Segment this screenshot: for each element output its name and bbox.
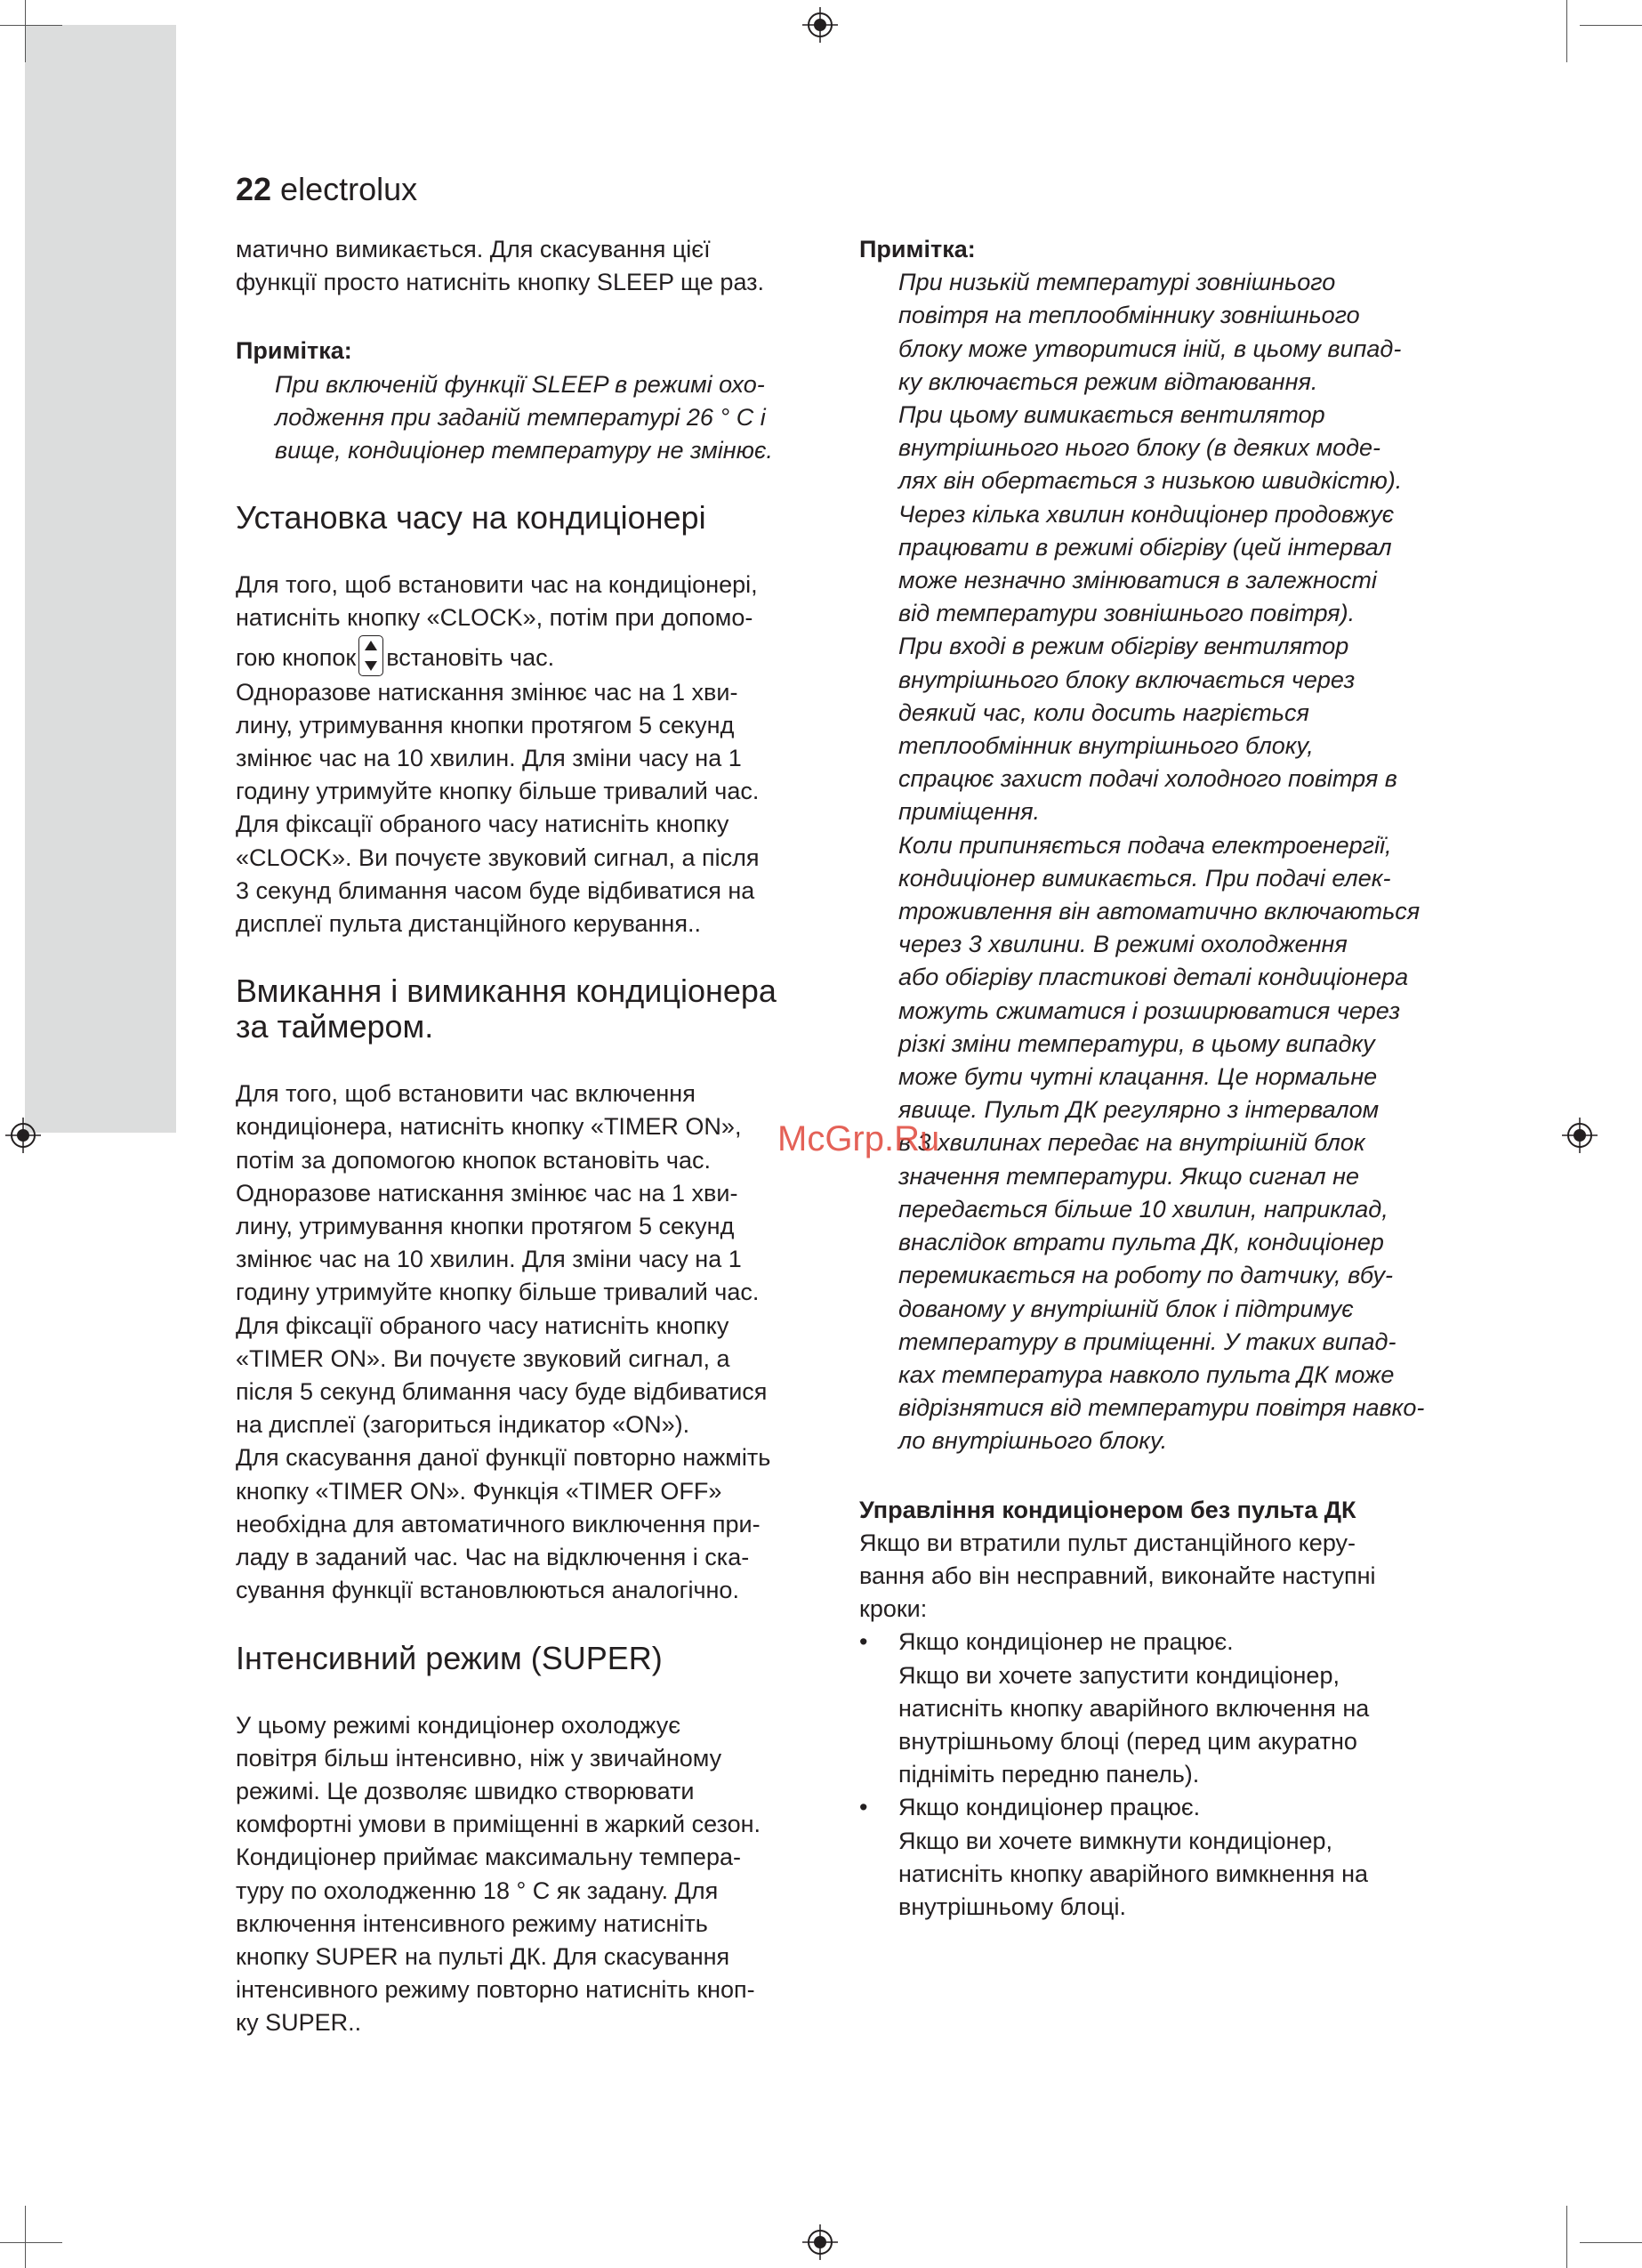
brand-name: electrolux	[280, 171, 418, 207]
registration-mark-icon	[802, 7, 838, 43]
crop-mark	[1566, 2206, 1567, 2268]
registration-mark-icon	[802, 2224, 838, 2260]
timer-paragraph: Для того, щоб встановити час включення кондиціонера, натисніть кнопку «TIMER ON», потім за допомогою кнопок встановіть час. Одноразове натискання змінює час на 1 хви- лину, утримування кнопки протягом 5 секунд змінює час на 10 хвилин. Для зміни часу на 1 годину утримуйте кнопку більше тривалий час. Для фіксації обраного часу натисніть кнопку «TIMER ON». Ви почуєте звуковий сигнал, а після 5 секунд блимання часу буде відбиватися на дисплеї (загориться індикатор «ON»). Для скасування даної функції повторно нажміть кнопку «TIMER ON». Функція «TIMER OFF» необхідна для автоматичного виключення при- ладу в заданий час. Час на відключення і ска- сування функції встановлюються аналогічно.	[236, 1080, 771, 1604]
note-title: Примітка:	[236, 337, 352, 365]
section-heading-timer: Вмикання і вимикання кондиціонера за таймером.	[236, 973, 777, 1045]
section-heading-super: Інтенсивний режим (SUPER)	[236, 1639, 663, 1676]
section-heading-manual: Управління кондиціонером без пульта ДК	[859, 1496, 1356, 1523]
clock-paragraph-1	[236, 569, 827, 675]
list-item: • Якщо кондиціонер працює. Якщо ви хочете вимкнути кондиціонер, натисніть кнопку аварійного вимкнення на внутрішньому блоці.	[859, 1791, 1446, 1924]
crop-mark	[0, 25, 62, 26]
crop-mark	[1580, 2242, 1642, 2243]
watermark: McGrp.Ru	[777, 1119, 940, 1158]
super-paragraph: У цьому режимі кондиціонер охолоджує повітря більш інтенсивно, ніж у звичайному режимі. Це дозволяє швидко створювати комфортні умови в приміщенні в жаркий сезон. Кондиціонер приймає максимальну темпера- туру по охолодженню 18 ° С як задану. Для включення інтенсивного режиму натисніть кнопку SUPER на пульті ДК. Для скасування інтенсивного режиму повторно натисніть кноп- ку SUPER..	[236, 1711, 761, 2037]
left-column	[236, 233, 827, 2040]
list-item: • Якщо кондиціонер не працює. Якщо ви хочете запустити кондиціонер, натисніть кнопку аварійного включення на внутрішньому блоці (перед цим акуратно підніміть передню панель).	[859, 1626, 1446, 1791]
page-number: 22	[236, 171, 272, 207]
crop-mark	[25, 2206, 26, 2268]
crop-mark	[25, 0, 26, 62]
clock-text-a: Для того, щоб встановити час на кондиціонері, натисніть кнопку «CLOCK», потім при допомо- гою кнопок	[236, 571, 758, 671]
note-body: При включеній функції SLEEP в режимі охо- лодження при заданій температурі 26 ° С і вище, кондиціонер температуру не змінює.	[275, 370, 773, 464]
page-header	[236, 171, 417, 208]
note-body: При низькій температурі зовнішнього повітря на теплообміннику зовнішнього блоку може утворитися іній, в цьому випад- ку включається режим відтаювання. При цьому вимикається вентилятор внутрішнього нього блоку (в деяких моде- лях він обертається з низькою швидкістю). Через кілька хвилин кондиціонер продовжує працювати в режимі обігріву (цей інтервал може незначно змінюватися в залежності від температури зовнішнього повітря). При вході в режим обігріву вентилятор внутрішнього блоку включається через деякий час, коли досить нагріється теплообмінник внутрішнього блоку, спрацює захист подачі холодного повітря в приміщення. Коли припиняється подача електроенергії, кондиціонер вимикається. При подачі елек- троживлення він автоматично включаються через 3 хвилини. В режимі охолодження або обігріву пластикові деталі кондиціонера можуть сжиматися і розширюватися через різкі зміни температури, в цьому випадку може бути чутні клацання. Це нормальне явище. Пульт ДК регулярно з інтервалом в 3 хвилинах передає на внутрішній блок значення температури. Якщо сигнал не передається більше 10 хвилин, наприклад, внаслідок втрати пульта ДК, кондиціонер перемикається на роботу по датчику, вбу- дованому у внутрішній блок і підтримує температуру в приміщенні. У таких випад- ках температура навколо пульта ДК може відрізнятися від температури повітря навко- ло внутрішнього блоку.	[898, 269, 1425, 1455]
clock-text-b: встановіть час.	[386, 643, 555, 671]
registration-mark-icon	[5, 1118, 41, 1153]
intro-paragraph: матично вимикається. Для скасування цієї функції просто натисніть кнопку SLEEP ще раз.	[236, 236, 765, 296]
up-down-buttons-icon	[358, 635, 383, 676]
right-column	[859, 233, 1446, 1924]
crop-mark	[1566, 0, 1567, 62]
crop-mark	[1580, 25, 1642, 26]
clock-paragraph-2: Одноразове натискання змінює час на 1 хви- лину, утримування кнопки протягом 5 секунд змінює час на 10 хвилин. Для зміни часу на 1 годину утримуйте кнопку більше тривалий час. Для фіксації обраного часу натисніть кнопку «CLOCK». Ви почуєте звуковий сигнал, а після 3 секунд блимання часом буде відбиватися на дисплеї пульта дистанційного керування..	[236, 678, 760, 938]
gray-margin-band	[25, 25, 176, 1133]
section-heading-clock: Установка часу на кондиціонері	[236, 499, 706, 537]
registration-mark-icon	[1562, 1118, 1598, 1153]
note-title: Примітка:	[859, 236, 976, 262]
crop-mark	[0, 2242, 62, 2243]
manual-intro: Якщо ви втратили пульт дистанційного керу- вання або він несправний, виконайте наступні кроки:	[859, 1529, 1376, 1623]
